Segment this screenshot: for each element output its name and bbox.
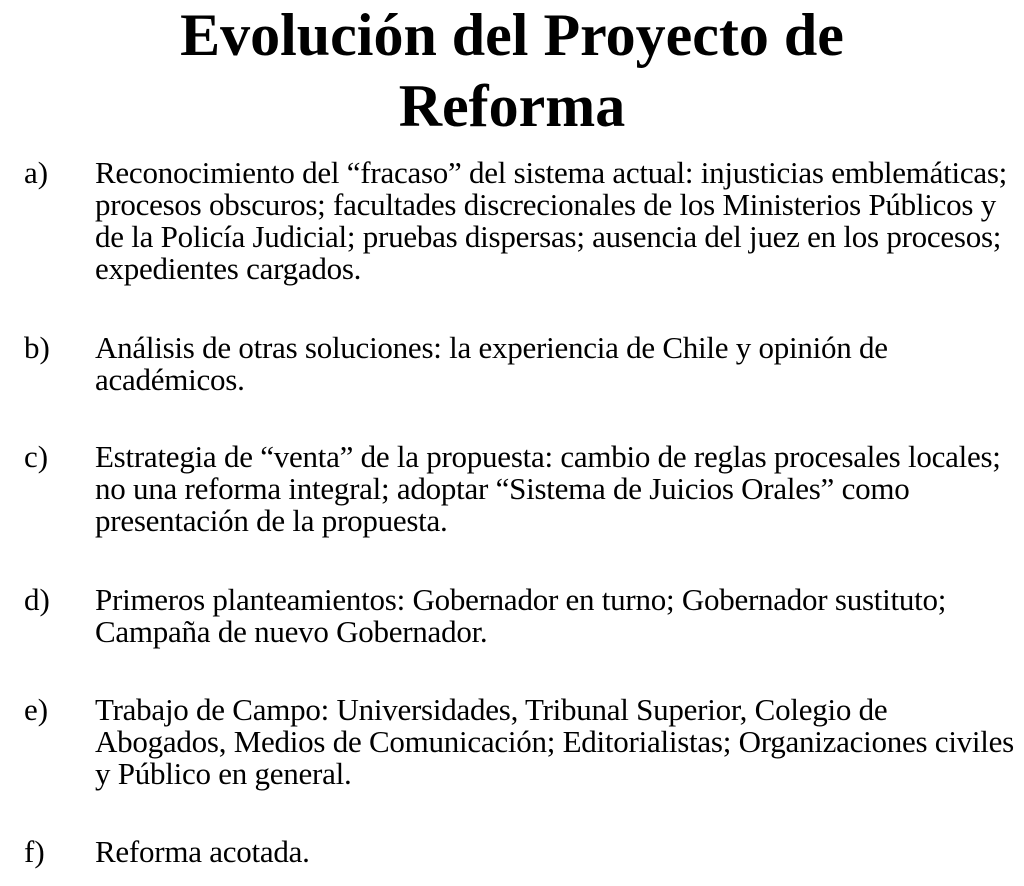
list-item-text: Trabajo de Campo: Universidades, Tribunal Superior, Colegio de Abogados, Medios de Comunicación; Editorialistas; Organizaciones civiles y Público en general.: [95, 692, 1014, 791]
list-item-c: [24, 441, 1020, 537]
list-item-text: Análisis de otras soluciones: la experiencia de Chile y opinión de académicos.: [95, 330, 888, 397]
list-item-marker: d): [24, 582, 50, 617]
list-item-e: [24, 694, 1020, 790]
list-item-marker: a): [24, 155, 49, 190]
list-item-marker: c): [24, 439, 49, 474]
page-title-line-1: Evolución del Proyecto de: [180, 2, 844, 68]
list-item-a: [24, 157, 1020, 285]
list-item-marker: f): [24, 834, 45, 869]
list-item-marker: b): [24, 330, 50, 365]
list-item-text: Estrategia de “venta” de la propuesta: cambio de reglas procesales locales; no una reforma integral; adoptar “Sistema de Juicios Orales” como presentación de la propuesta.: [95, 439, 1001, 538]
list-item-marker: e): [24, 692, 49, 727]
list-item-f: [24, 836, 1020, 868]
list-item-text: Primeros planteamientos: Gobernador en turno; Gobernador sustituto; Campaña de nuevo Gobernador.: [95, 582, 947, 649]
list-item-d: [24, 584, 1020, 648]
page-title-line-2: Reforma: [398, 73, 626, 139]
list-item-text: Reforma acotada.: [95, 834, 310, 869]
page-title: [0, 0, 1024, 142]
list-item-b: [24, 332, 1020, 396]
list-item-text: Reconocimiento del “fracaso” del sistema actual: injusticias emblemáticas; procesos obscuros; facultades discrecionales de los Ministerios Públicos y de la Policía Judicial; pruebas dispersas; ausencia del juez en los procesos; expedientes cargados.: [95, 155, 1008, 286]
